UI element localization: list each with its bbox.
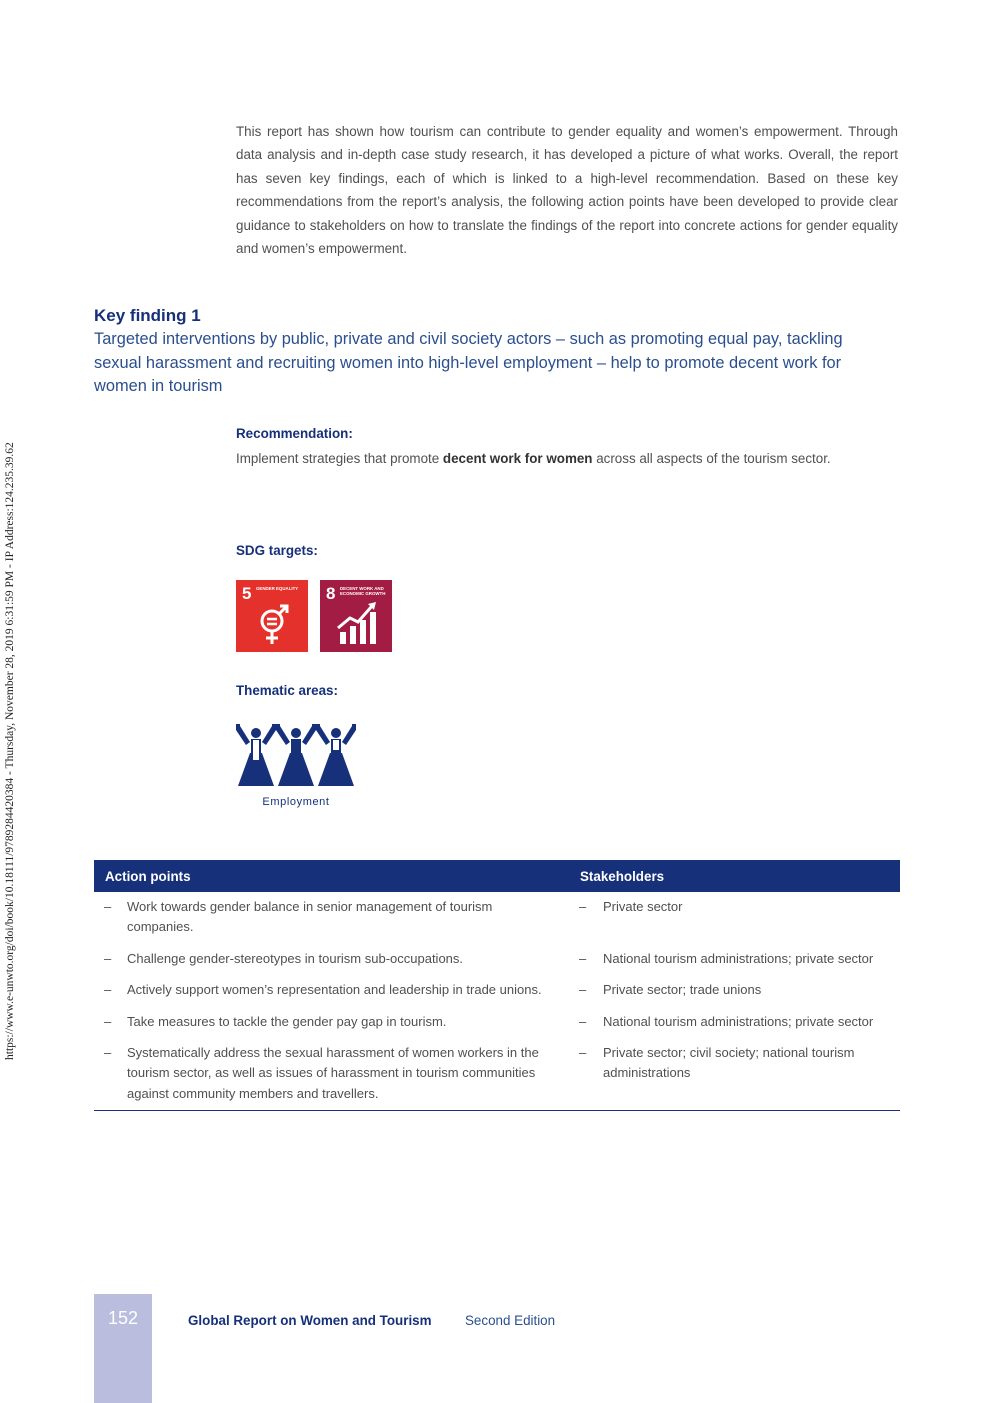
three-women-icon [236, 724, 356, 788]
dash-bullet: – [579, 982, 587, 998]
action-point: Take measures to tackle the gender pay gap in tourism. [127, 1013, 447, 1029]
dash-bullet: – [104, 899, 112, 914]
table-row [94, 944, 900, 975]
dash-bullet: – [104, 1013, 112, 1029]
recommendation-label: Recommendation: [236, 426, 353, 441]
dash-bullet: – [579, 1013, 587, 1029]
stakeholder: Private sector; civil society; national tourism administrations [603, 1045, 855, 1081]
download-watermark: https://www.e-unwto.org/doi/book/10.18111/9789284420384 - Thursday, November 28, 2019 6:31:59 PM - IP Address:124.235.39.62 [4, 442, 16, 1060]
stakeholder: Private sector; trade unions [603, 982, 762, 998]
sdg-goal-8-tile [320, 580, 392, 652]
stakeholder: National tourism administrations; private sector [603, 950, 874, 966]
action-points-header: Action points [94, 860, 569, 892]
thematic-area-employment: Employment [262, 796, 330, 808]
sdg-targets-label: SDG targets: [236, 543, 318, 558]
stakeholders-header: Stakeholders [569, 860, 900, 892]
table-row [94, 1007, 900, 1038]
action-point: Actively support women’s representation and leadership in trade unions. [127, 982, 542, 998]
thematic-areas-label: Thematic areas: [236, 683, 338, 698]
action-point: Work towards gender balance in senior management of tourism companies. [127, 899, 493, 935]
stakeholder: National tourism administrations; private sector [603, 1013, 874, 1029]
dash-bullet: – [104, 950, 112, 966]
recommendation-emphasis: decent work for women [442, 451, 593, 466]
dash-bullet: – [104, 982, 112, 998]
sdg-8-number: 8 [326, 584, 336, 603]
stakeholder: Private sector [603, 899, 683, 914]
footer-report-title: Global Report on Women and Tourism [188, 1313, 432, 1328]
gender-equality-icon [236, 580, 308, 652]
intro-paragraph: This report has shown how tourism can contribute to gender equality and women’s empowerment. Through data analysis and in-depth case study research, it has developed a picture of what works. Overall, the report has seven key findings, each of which is linked to a high-level recommendation. Based on these key recommendations from the report’s analysis, the following action points have been developed to provide clear guidance to stakeholders on how to translate the findings of the report into concrete actions for gender equality and women’s empowerment. [236, 124, 898, 257]
page-number: 152 [107, 1308, 139, 1328]
recommendation-text: Implement strategies that promote decent work for women across all aspects of the tourism sector. [236, 451, 831, 466]
dash-bullet: – [579, 950, 587, 966]
sdg-5-number: 5 [242, 584, 252, 603]
key-finding-description: Targeted interventions by public, private and civil society actors – such as promoting equal pay, tackling sexual harassment and recruiting women into high-level employment – help to promote decent work for women in tourism [94, 330, 843, 396]
table-row [94, 975, 900, 1006]
table-row [94, 1038, 900, 1111]
sdg-5-caption: GENDER EQUALITY [256, 586, 299, 591]
action-point: Systematically address the sexual harassment of women workers in the tourism sector, as well as issues of harassment in tourism communities against community members and travellers. [127, 1045, 539, 1101]
footer-edition: Second Edition [465, 1313, 556, 1328]
sdg-goal-5-tile [236, 580, 308, 652]
key-finding-title: Key finding 1 [94, 306, 201, 325]
action-point: Challenge gender-stereotypes in tourism sub-occupations. [127, 950, 464, 966]
dash-bullet: – [104, 1045, 112, 1061]
dash-bullet: – [579, 899, 587, 914]
table-header-row [94, 860, 900, 892]
table-row [94, 892, 900, 944]
sdg-8-caption: DECENT WORK AND ECONOMIC GROWTH [340, 586, 386, 596]
dash-bullet: – [579, 1045, 587, 1061]
growth-chart-icon [320, 580, 392, 652]
action-points-table [94, 860, 900, 1111]
